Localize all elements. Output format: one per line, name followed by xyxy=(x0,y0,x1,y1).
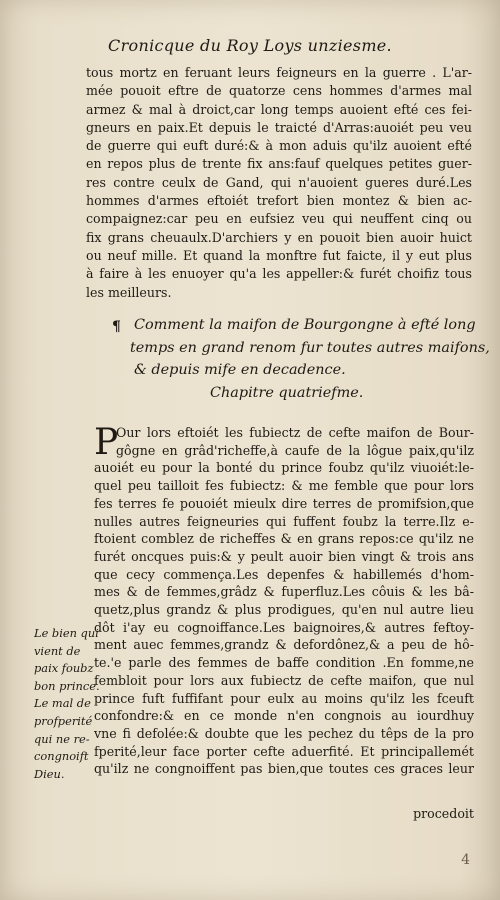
margin-note-line: qui ne re- xyxy=(34,731,90,746)
text-line: ment auec femmes,grandz & defordônez,& a peu de hô- xyxy=(94,637,474,653)
text-line: à faire à les enuoyer qu'a les appeller:& furét choifiz tous xyxy=(86,266,472,282)
heading-text: Comment la maifon de Bourgongne à efté long xyxy=(134,317,476,333)
text-line: ftoient comblez de richeffes & en grans repos:ce qu'ilz ne xyxy=(94,531,474,547)
margin-note-line: Le bien qui xyxy=(34,626,99,640)
heading-line: & depuis mife en decadence. xyxy=(134,362,346,378)
text-line: prince fuft fuffifant pour eulx au moins qu'ilz les fceuft xyxy=(94,690,474,706)
margin-note-line: profperité xyxy=(34,713,93,728)
text-line: armez & mal à droict,car long temps auoient efté ces fei- xyxy=(86,101,472,117)
text-line: de guerre qui euft duré:& à mon aduis qu'ilz auoient efté xyxy=(86,138,472,154)
text-line: confondre:& en ce monde n'en congnois au iourdhuy xyxy=(94,708,474,724)
text-line: fix grans cheuaulx.D'archiers y en pouoit bien auoir huict xyxy=(86,229,472,245)
margin-note-line: Le mal de xyxy=(34,696,91,711)
text-line: auoiét eu pour la bonté du prince foubz qu'ilz viuoiét:le- xyxy=(94,460,474,476)
text-line: les meilleurs. xyxy=(86,284,172,300)
text-line: en repos plus de trente fix ans:fauf quelques petites guer- xyxy=(86,156,472,172)
margin-note-line: vient de xyxy=(34,643,81,658)
heading-line: temps en grand renom fur toutes autres maifons, xyxy=(130,339,490,356)
running-head: Cronicque du Roy Loys unziesme. xyxy=(108,36,392,55)
text-line: gneurs en paix.Et depuis le traicté d'Arras:auoiét peu veu xyxy=(86,119,472,135)
text-line: fes terres fe pouoiét mieulx dire terres de promifsion,que xyxy=(94,495,474,511)
margin-notes xyxy=(34,625,98,783)
chapter-number: Chapitre quatriefme. xyxy=(210,384,364,401)
text-line: gôgne en grâd'richeffe,à caufe de la lôgue paix,qu'ilz xyxy=(116,442,474,458)
margin-note-line: bon prince. xyxy=(34,678,100,693)
drop-cap: P xyxy=(94,422,119,463)
text-line: mes & de femmes,grâdz & fuperfluz.Les côuis & les bâ- xyxy=(94,584,474,600)
text-line: fembloit pour lors aux fubiectz de cefte maifon, que nul xyxy=(94,672,474,688)
text-line: ou neuf mille. Et quand la monftre fut faicte, il y eut plus xyxy=(86,247,472,263)
signature-mark: 4 xyxy=(461,852,470,868)
text-line: res contre ceulx de Gand, qui n'auoient gueres duré.Les xyxy=(86,174,472,190)
catchword: procedoit xyxy=(413,806,474,821)
chapter-paragraph xyxy=(94,424,474,778)
margin-note-line: congnoift xyxy=(34,749,89,764)
text-line: nulles autres feigneuries qui fuffent foubz la terre.Ilz e- xyxy=(94,513,474,529)
text-line: fperité,leur face porter cefte aduerfité. Et principallemét xyxy=(94,743,474,759)
text-line: furét oncques puis:& y peult auoir bien vingt & trois ans xyxy=(94,548,474,564)
text-line: vne fi defolée:& doubte que les pechez du têps de la pro xyxy=(94,725,474,741)
text-line: dôt i'ay eu cognoiffance.Les baignoires,& autres feftoy- xyxy=(94,619,474,635)
text-line: Our lors eftoiét les fubiectz de cefte maifon de Bour- xyxy=(116,425,474,440)
margin-note-line: Dieu. xyxy=(34,766,65,781)
pilcrow-icon: ¶ xyxy=(112,319,121,335)
text-line: que cecy commença.Les depenfes & habillemés d'hom- xyxy=(94,566,474,582)
text-line: hommes d'armes eftoiét trefort bien montez & bien ac- xyxy=(86,193,472,209)
margin-note-line: paix foubz xyxy=(34,661,94,676)
text-line: compaignez:car peu en eufsiez veu qui neuffent cinq ou xyxy=(86,211,472,227)
text-line: tous mortz en feruant leurs feigneurs en la guerre . L'ar- xyxy=(86,65,472,80)
chapter-heading xyxy=(112,314,490,404)
text-line: mée pouoit eftre de quatorze cens hommes d'armes mal xyxy=(86,83,472,99)
heading-line xyxy=(112,314,476,337)
text-line: qu'ilz ne congnoiffent pas bien,que toutes ces graces leur xyxy=(94,761,474,777)
text-line: quel peu tailloit fes fubiectz: & me femble que pour lors xyxy=(94,478,474,494)
text-line: quetz,plus grandz & plus prodigues, qu'en nul autre lieu xyxy=(94,602,474,618)
text-line: te.'e parle des femmes de baffe condition .En fomme,ne xyxy=(94,655,474,671)
top-paragraph xyxy=(86,64,472,302)
